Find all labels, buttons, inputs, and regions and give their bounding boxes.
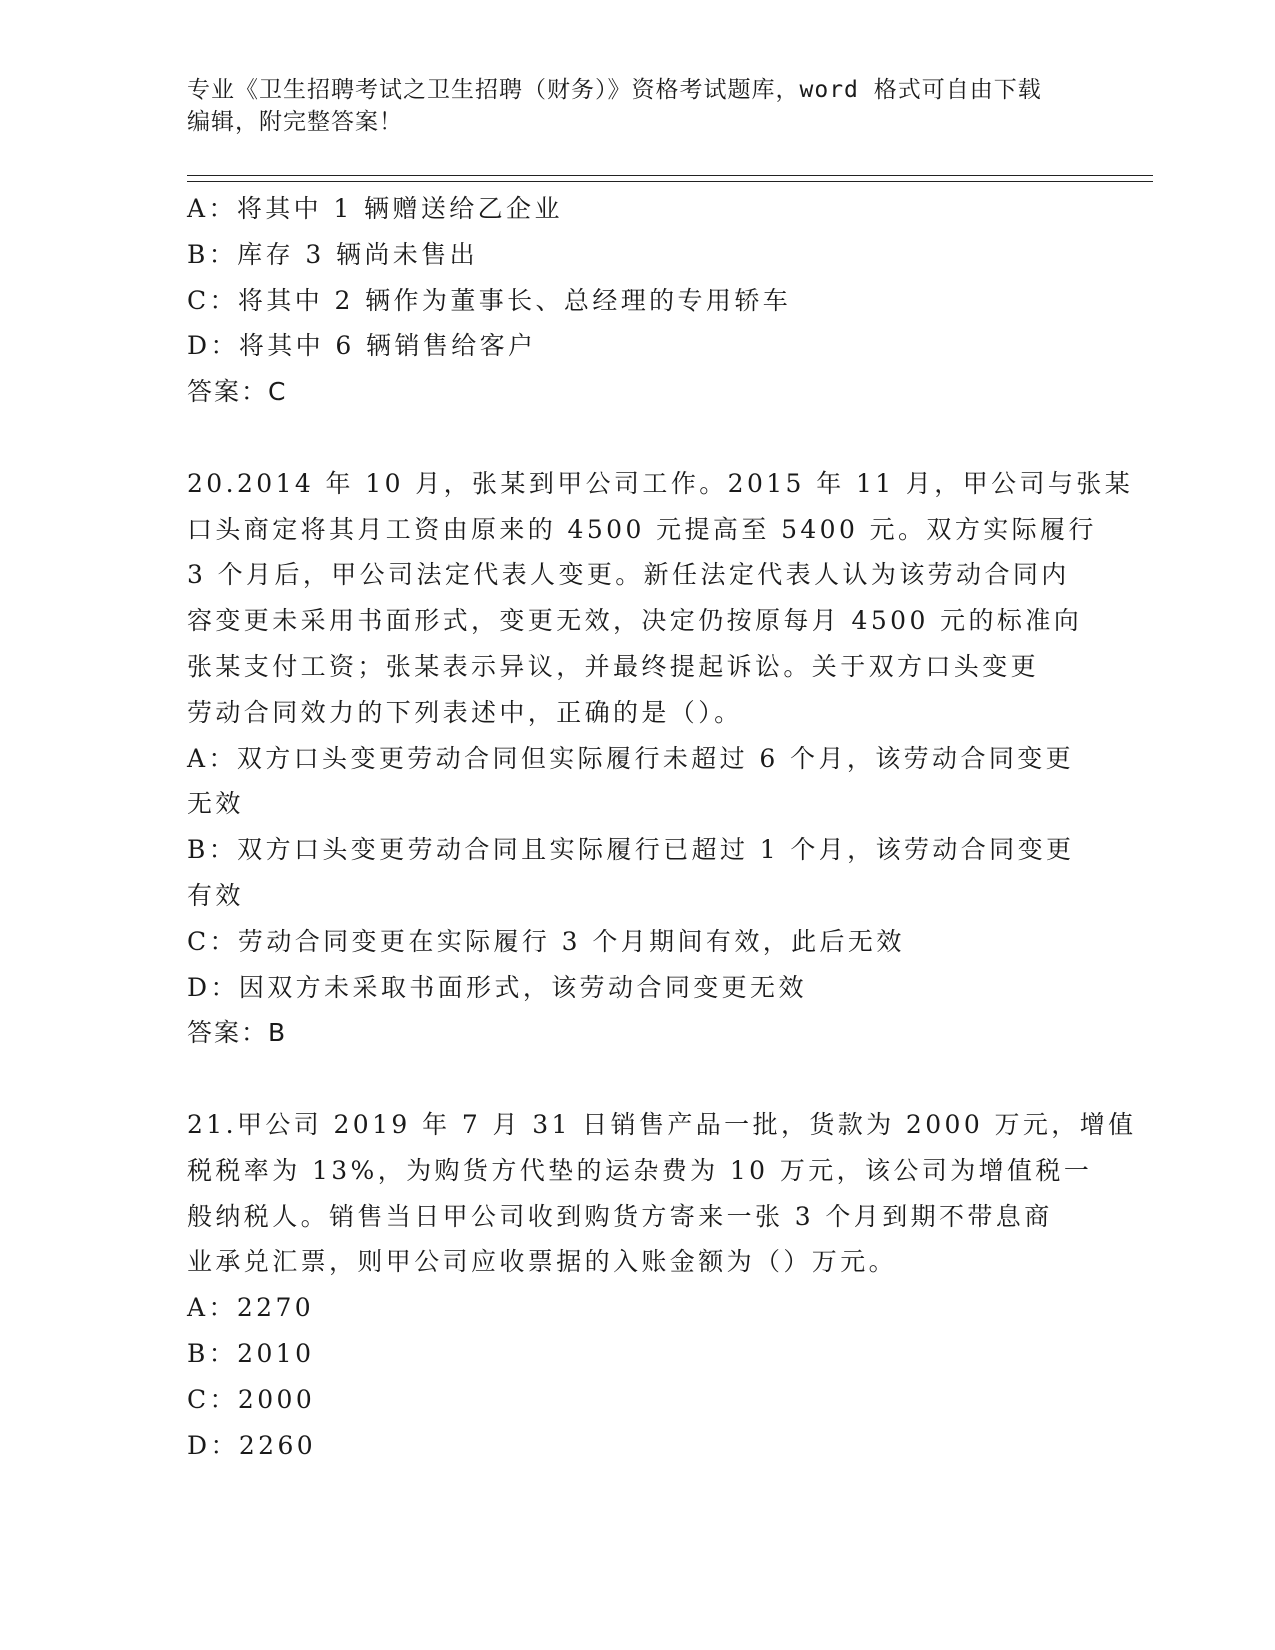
q21-stem-line: 税税率为 13%，为购货方代垫的运杂费为 10 万元，该公司为增值税一: [187, 1155, 1093, 1185]
q21-stem-line: 业承兑汇票，则甲公司应收票据的入账金额为（）万元。: [187, 1247, 898, 1277]
question-content: [187, 186, 1137, 1468]
q19-option-d: D：将其中 6 辆销售给客户: [187, 331, 537, 361]
q20-stem-line: 口头商定将其月工资由原来的 4500 元提高至 5400 元。双方实际履行: [187, 514, 1097, 544]
q20-option-b-cont: 有效: [187, 880, 244, 910]
q21-option-d: D：2260: [187, 1430, 317, 1460]
q20-option-a-cont: 无效: [187, 789, 244, 819]
q19-option-b: B：库存 3 辆尚未售出: [187, 239, 478, 269]
q21-stem-line: 21.甲公司 2019 年 7 月 31 日销售产品一批，货款为 2000 万元，增值: [187, 1109, 1137, 1139]
document-header: [187, 74, 1087, 138]
spacer: [187, 415, 1087, 461]
q20-option-c: C：劳动合同变更在实际履行 3 个月期间有效，此后无效: [187, 926, 905, 956]
q20-option-b: B：双方口头变更劳动合同且实际履行已超过 1 个月，该劳动合同变更: [187, 835, 1075, 865]
q19-answer: 答案：C: [187, 377, 288, 407]
question-20: [187, 461, 1134, 1056]
q21-stem-line: 般纳税人。销售当日甲公司收到购货方寄来一张 3 个月到期不带息商: [187, 1201, 1053, 1231]
spacer: [187, 1056, 1087, 1102]
q20-stem-line: 劳动合同效力的下列表述中，正确的是（）。: [187, 697, 743, 727]
header-line-1: 专业《卫生招聘考试之卫生招聘（财务）》资格考试题库，word 格式可自由下载: [187, 77, 1042, 103]
q19-option-a: A：将其中 1 辆赠送给乙企业: [187, 194, 563, 223]
q20-stem-line: 张某支付工资；张某表示异议，并最终提起诉讼。关于双方口头变更: [187, 651, 1040, 681]
q20-stem-line: 3 个月后，甲公司法定代表人变更。新任法定代表人认为该劳动合同内: [187, 560, 1070, 590]
q21-option-b: B：2010: [187, 1338, 315, 1368]
q20-option-d: D：因双方未采取书面形式，该劳动合同变更无效: [187, 972, 807, 1002]
header-divider-bottom: [187, 181, 1153, 182]
q20-option-a: A：双方口头变更劳动合同但实际履行未超过 6 个月，该劳动合同变更: [187, 743, 1075, 773]
q20-stem-line: 20.2014 年 10 月，张某到甲公司工作。2015 年 11 月，甲公司与张某: [187, 468, 1134, 498]
header-divider-top: [187, 175, 1153, 176]
q21-option-a: A：2270: [187, 1293, 315, 1323]
question-21: [187, 1102, 1137, 1468]
question-19: [187, 186, 1087, 415]
q20-stem-line: 容变更未采用书面形式，变更无效，决定仍按原每月 4500 元的标准向: [187, 606, 1083, 636]
header-line-2: 编辑，附完整答案！: [187, 109, 403, 135]
q20-answer: 答案：B: [187, 1018, 288, 1048]
q19-option-c: C：将其中 2 辆作为董事长、总经理的专用轿车: [187, 285, 792, 315]
q21-option-c: C：2000: [187, 1384, 316, 1414]
